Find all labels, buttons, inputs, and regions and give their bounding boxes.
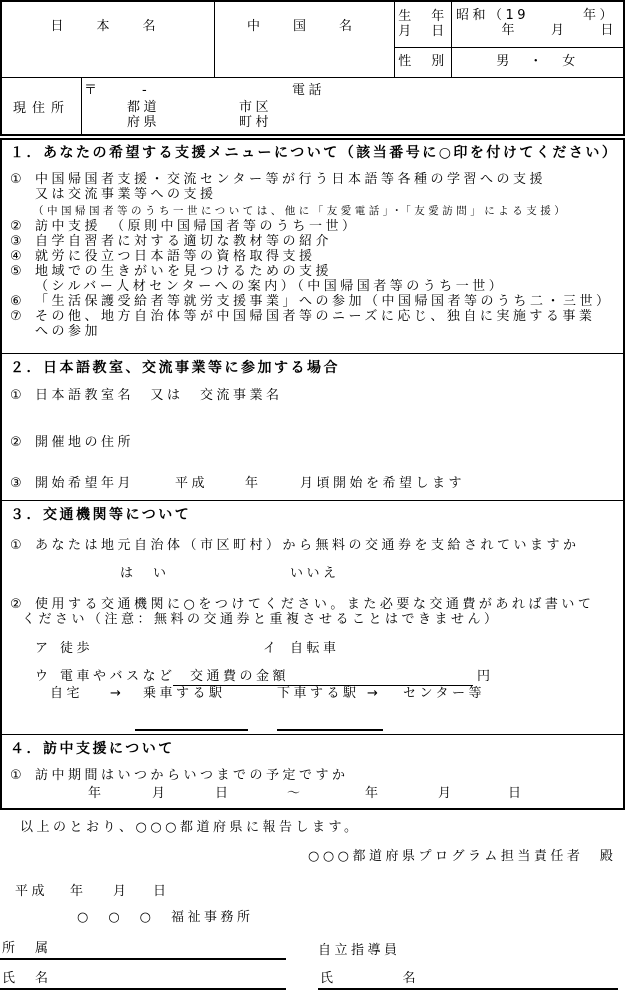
section2-item3-mark: ③ bbox=[10, 476, 22, 491]
section1-item2 bbox=[10, 220, 359, 234]
section1-item2-text: 訪中支援 （原則中国帰国者等のうち一世） bbox=[35, 219, 359, 234]
visit-end-month-label: 月 bbox=[438, 786, 455, 801]
option-4-mark[interactable]: ④ bbox=[10, 249, 22, 264]
visit-range-tilde: ～ bbox=[287, 786, 304, 801]
birth-label-line2: 月 日 bbox=[398, 24, 448, 39]
postal-mark: 〒 bbox=[84, 83, 101, 98]
section1-item6-text: 「生活保護受給者等就労支援事業」への参加（中国帰国者等のうち二・三世） bbox=[35, 294, 613, 309]
option-6-mark[interactable]: ⑥ bbox=[10, 294, 22, 309]
section1-item7-text: その他、地方自治体等が中国帰国者等のニーズに応じ、独自に実施する事業 bbox=[35, 309, 596, 324]
option-2-mark[interactable]: ② bbox=[10, 219, 22, 234]
section1-item1 bbox=[10, 173, 546, 187]
section2-item3-mark-wrap bbox=[10, 477, 134, 491]
japanese-name-cell[interactable] bbox=[2, 2, 215, 77]
name-input-right[interactable] bbox=[318, 970, 618, 990]
name-table bbox=[0, 0, 625, 136]
section2-item1-text: 日本語教室名 又は 交流事業名 bbox=[35, 388, 283, 403]
section1-item3-text: 自学自習者に対する適切な教材等の紹介 bbox=[35, 234, 333, 249]
birth-era-text: 昭和（19 bbox=[456, 8, 530, 23]
footer-date-year-label: 年 bbox=[70, 884, 87, 899]
address-row bbox=[2, 78, 623, 135]
alight-station-input[interactable] bbox=[277, 712, 383, 731]
birth-era-line bbox=[452, 8, 623, 23]
footer-date-month-label: 月 bbox=[113, 884, 130, 899]
route-home: 自宅 bbox=[50, 686, 84, 701]
staff-title-label: 自立指導員 bbox=[318, 943, 401, 958]
birth-date-label bbox=[395, 2, 452, 47]
board-station-label: 乗車する駅 bbox=[143, 686, 226, 701]
chinese-name-cell[interactable] bbox=[215, 2, 395, 77]
name-input-left[interactable] bbox=[0, 970, 286, 990]
option-1-mark[interactable]: ① bbox=[10, 172, 22, 187]
section3-q2-mark: ② bbox=[10, 597, 22, 612]
section1-item5 bbox=[10, 265, 332, 279]
section-divider-3 bbox=[2, 734, 623, 735]
name-row bbox=[2, 2, 623, 78]
option-b-bicycle[interactable]: 自転車 bbox=[290, 641, 340, 656]
affiliation-label: 所 属 bbox=[2, 941, 52, 956]
report-statement: 以上のとおり、○○○都道府県に報告します。 bbox=[20, 820, 361, 835]
section1-item5-text2: （シルバー人材センターへの案内）（中国帰国者等のうち一世） bbox=[35, 279, 506, 294]
section2-item3-label: 開始希望年月 bbox=[35, 476, 135, 491]
section3-title: ３．交通機関等について bbox=[10, 507, 192, 523]
start-date-era: 平成 bbox=[175, 476, 209, 491]
visit-end-day-label: 日 bbox=[508, 786, 525, 801]
birth-row bbox=[395, 2, 623, 48]
board-station-input[interactable] bbox=[135, 712, 248, 731]
section-divider-1 bbox=[2, 353, 623, 354]
prefecture-label-line2: 府県 bbox=[127, 115, 161, 130]
section1-item7 bbox=[10, 310, 595, 324]
footer-date-day-label: 日 bbox=[153, 884, 170, 899]
option-a-walk[interactable]: 徒歩 bbox=[60, 641, 94, 656]
visit-start-day-label: 日 bbox=[215, 786, 232, 801]
option-b-mark[interactable]: イ bbox=[263, 641, 280, 656]
gender-label: 性 別 bbox=[395, 48, 452, 77]
section2-item1-mark: ① bbox=[10, 388, 22, 403]
section4-title: ４．訪中支援について bbox=[10, 741, 175, 757]
section4-q1-mark: ① bbox=[10, 768, 22, 783]
option-a-mark[interactable]: ア bbox=[35, 641, 52, 656]
section1-item1-text: 中国帰国者支援・交流センター等が行う日本語等各種の学習への支援 bbox=[35, 172, 546, 187]
option-3-mark[interactable]: ③ bbox=[10, 234, 22, 249]
footer-date-era: 平成 bbox=[15, 884, 49, 899]
section2-item1 bbox=[10, 389, 283, 403]
birth-label-line1: 生 年 bbox=[398, 9, 448, 24]
section1-item4-text: 就労に役立つ日本語等の資格取得支援 bbox=[35, 249, 316, 264]
option-7-mark[interactable]: ⑦ bbox=[10, 309, 22, 324]
section1-item5-text: 地域での生きがいを見つけるための支援 bbox=[35, 264, 333, 279]
section1-item6 bbox=[10, 295, 613, 309]
option-c-mark[interactable]: ウ bbox=[35, 669, 52, 684]
answer-yes[interactable]: は い bbox=[120, 566, 170, 581]
start-date-year-label: 年 bbox=[245, 476, 262, 491]
section3-q1-mark: ① bbox=[10, 538, 22, 553]
city-label-line1: 市区 bbox=[239, 100, 273, 115]
route-arrow-2: → bbox=[367, 686, 382, 701]
yen-label: 円 bbox=[477, 669, 494, 684]
visit-start-month-label: 月 bbox=[152, 786, 169, 801]
birth-gender-column bbox=[395, 2, 623, 77]
addressee-line: ○○○都道府県プログラム担当責任者 殿 bbox=[308, 849, 617, 864]
section3-q2-line2: ください（注意：無料の交通券と重複させることはできません） bbox=[22, 612, 501, 627]
gender-row bbox=[395, 48, 623, 77]
section3-q1-text: あなたは地元自治体（市区町村）から無料の交通券を支給されていますか bbox=[35, 538, 580, 553]
birth-era-end-text: 年） bbox=[582, 8, 616, 23]
start-date-month-text: 月頃開始を希望します bbox=[300, 476, 466, 491]
section3-q1 bbox=[10, 539, 580, 553]
section4-q1-text: 訪中期間はいつからいつまでの予定ですか bbox=[35, 768, 349, 783]
section1-item1-text2: 又は交流事業等への支援 bbox=[35, 187, 217, 202]
section3-q2-text1: 使用する交通機関に○をつけてください。また必要な交通費があれば書いて bbox=[35, 597, 595, 612]
prefecture-label-line1: 都道 bbox=[127, 100, 161, 115]
route-center: センター等 bbox=[403, 686, 485, 701]
section1-item7-text2: への参加 bbox=[35, 324, 102, 339]
name-label-left: 氏 名 bbox=[2, 971, 52, 986]
city-label-line2: 町村 bbox=[239, 115, 273, 130]
name-label-right: 氏 名 bbox=[320, 971, 420, 986]
chinese-name-label: 中 国 名 bbox=[246, 19, 362, 34]
alight-station-label: 下車する駅 bbox=[277, 686, 360, 701]
section-divider-2 bbox=[2, 500, 623, 501]
section1-item3 bbox=[10, 235, 332, 249]
visit-start-year-label: 年 bbox=[88, 786, 105, 801]
section2-title: ２．日本語教室、交流事業等に参加する場合 bbox=[10, 360, 340, 376]
japanese-name-label: 日 本 名 bbox=[50, 19, 166, 34]
address-label: 現住所 bbox=[2, 78, 82, 135]
phone-label: 電話 bbox=[292, 83, 326, 98]
section3-q2-line1 bbox=[10, 598, 594, 612]
postal-dash: - bbox=[142, 83, 151, 98]
section1-item1-note: （中国帰国者等のうち一世については、他に「友愛電話」・「友愛訪問」による支援） bbox=[33, 205, 569, 217]
birth-ymd-line: 年 月 日 bbox=[501, 23, 617, 38]
option-5-mark[interactable]: ⑤ bbox=[10, 264, 22, 279]
address-cell[interactable] bbox=[82, 78, 623, 135]
answer-no[interactable]: いいえ bbox=[290, 566, 340, 581]
fare-label: 交通費の金額 bbox=[190, 669, 290, 684]
section2-item2 bbox=[10, 436, 134, 450]
gender-options[interactable]: 男 ・ 女 bbox=[496, 54, 579, 69]
birth-date-cell[interactable] bbox=[452, 2, 623, 47]
section1-item4 bbox=[10, 250, 316, 264]
welfare-office-line: ○ ○ ○ 福祉事務所 bbox=[77, 910, 254, 925]
section1-title: １．あなたの希望する支援メニューについて（該当番号に○印を付けてください） bbox=[10, 145, 619, 161]
section2-item2-mark: ② bbox=[10, 435, 22, 450]
section4-q1 bbox=[10, 769, 349, 783]
section2-item2-text: 開催地の住所 bbox=[35, 435, 135, 450]
route-arrow-1: → bbox=[110, 686, 125, 701]
visit-end-year-label: 年 bbox=[365, 786, 382, 801]
option-c-train-bus[interactable]: 電車やバスなど bbox=[60, 669, 176, 684]
affiliation-input[interactable] bbox=[0, 940, 286, 960]
